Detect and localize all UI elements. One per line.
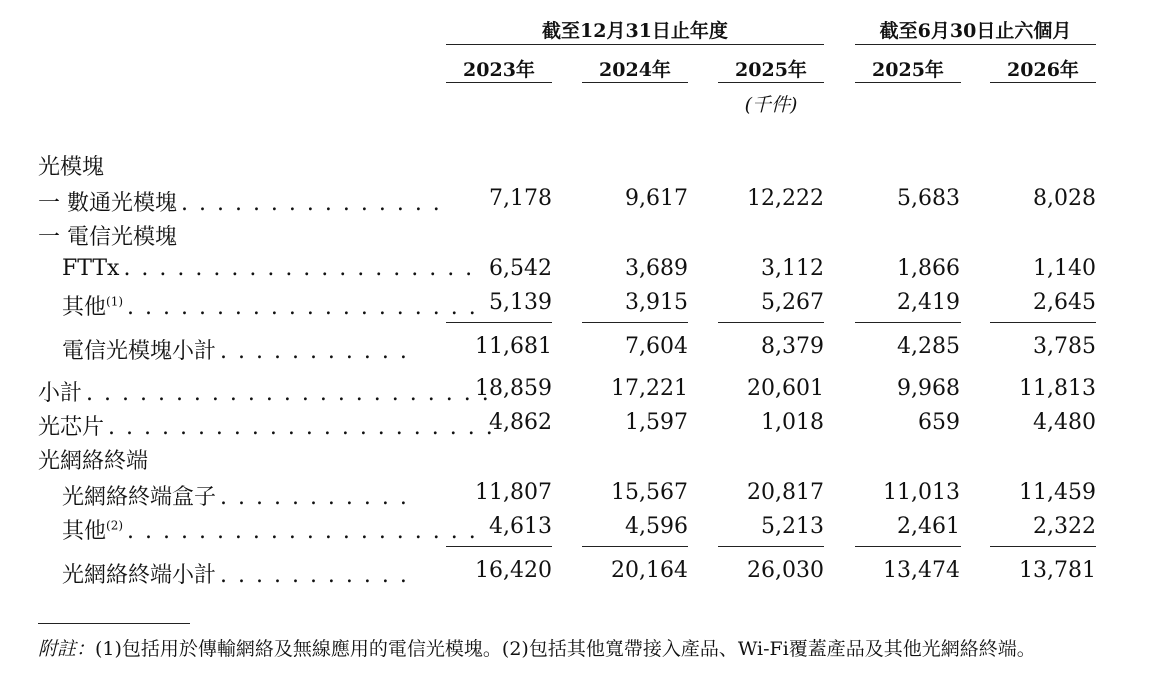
table-cell-value: 12,222: [747, 186, 824, 211]
column-rule: [582, 82, 688, 83]
table-cell-value: 6,542: [489, 256, 552, 281]
table-cell-value: 5,267: [761, 290, 824, 315]
footnote-marker: (1): [106, 294, 124, 309]
header-group-year: 截至12月31日止年度: [542, 20, 728, 42]
table-cell-value: 4,596: [625, 514, 688, 539]
leader-dots: . . . . . . . . . . . . . . .: [181, 191, 442, 216]
table-cell-value: 17,221: [611, 376, 688, 401]
table-cell-value: 1,018: [761, 410, 824, 435]
subtotal-rule: [855, 546, 961, 547]
footnote-rule: [38, 623, 190, 624]
table-cell-value: 1,866: [897, 256, 960, 281]
table-cell-value: 11,807: [475, 480, 552, 505]
leader-dots: . . . . . . . . . . .: [220, 563, 409, 588]
column-header: 2025年: [735, 59, 807, 81]
subtotal-rule: [446, 322, 552, 323]
table-cell-value: 20,164: [611, 558, 688, 583]
leader-dots: . . . . . . . . . . .: [220, 339, 409, 364]
table-cell-value: 2,322: [1033, 514, 1096, 539]
table-cell-value: 15,567: [611, 480, 688, 505]
column-header: 2026年: [1007, 59, 1079, 81]
subtotal-rule: [582, 322, 688, 323]
column-rule: [718, 82, 824, 83]
leader-dots: . . . . . . . . . . . . . . . . . . . . . .: [108, 415, 495, 440]
table-cell-value: 4,285: [897, 334, 960, 359]
row-label-text: 一 數通光模塊: [38, 191, 177, 216]
column-header: 2023年: [463, 59, 535, 81]
row-label-text: 光模塊: [38, 155, 105, 180]
table-cell-value: 659: [918, 410, 960, 435]
table-cell-value: 1,597: [625, 410, 688, 435]
table-cell-value: 1,140: [1033, 256, 1096, 281]
leader-dots: . . . . . . . . . . . . . . . . . . . . . . .: [86, 381, 491, 406]
column-rule: [855, 82, 961, 83]
table-cell-value: 2,645: [1033, 290, 1096, 315]
subtotal-rule: [855, 322, 961, 323]
table-cell-value: 20,817: [747, 480, 824, 505]
subtotal-rule: [582, 546, 688, 547]
table-cell-value: 3,915: [625, 290, 688, 315]
header-group-half-rule: [855, 44, 1096, 45]
subtotal-rule: [718, 322, 824, 323]
table-cell-value: 3,785: [1033, 334, 1096, 359]
table-cell-value: 8,028: [1033, 186, 1096, 211]
table-cell-value: 13,474: [883, 558, 960, 583]
row-label-text: 光網絡終端盒子: [62, 485, 217, 510]
leader-dots: . . . . . . . . . . . . . . . . . . . .: [123, 256, 475, 281]
table-cell-value: 5,139: [489, 290, 552, 315]
row-label: [38, 444, 410, 475]
row-label-text: 小計: [38, 381, 83, 406]
table-cell-value: 11,681: [475, 334, 552, 359]
row-label-text: 電信光模塊小計: [62, 339, 217, 364]
table-cell-value: 9,617: [625, 186, 688, 211]
table-cell-value: 2,419: [897, 290, 960, 315]
subtotal-rule: [990, 322, 1096, 323]
row-label: [38, 186, 442, 217]
footnote-marker: (2): [106, 518, 124, 533]
row-label-text: 光網絡終端: [38, 449, 149, 474]
row-label: [38, 480, 410, 511]
subtotal-rule: [990, 546, 1096, 547]
unit-label: (千件): [744, 94, 798, 116]
row-label: [38, 290, 478, 321]
table-cell-value: 11,813: [1019, 376, 1096, 401]
table-cell-value: 4,613: [489, 514, 552, 539]
column-rule: [446, 82, 552, 83]
leader-dots: . . . . . . . . . . . . . . . . . . . .: [127, 295, 478, 320]
header-group-year-rule: [446, 44, 824, 45]
row-label: [38, 150, 410, 181]
table-cell-value: 3,112: [761, 256, 824, 281]
footnote: [38, 634, 1118, 664]
table-cell-value: 9,968: [897, 376, 960, 401]
row-label: [38, 376, 491, 407]
row-label-text: 光芯片: [38, 415, 105, 440]
table-cell-value: 7,178: [489, 186, 552, 211]
subtotal-rule: [718, 546, 824, 547]
leader-dots: . . . . . . . . . . . . . . . . . . . .: [127, 519, 478, 544]
table-cell-value: 5,213: [761, 514, 824, 539]
row-label: [38, 558, 410, 589]
leader-dots: . . . . . . . . . . .: [220, 485, 409, 510]
row-label-text: FTTx: [62, 256, 120, 281]
column-header: 2024年: [599, 59, 671, 81]
table-cell-value: 26,030: [747, 558, 824, 583]
column-rule: [990, 82, 1096, 83]
row-label: [38, 410, 495, 441]
row-label-text: 光網絡終端小計: [62, 563, 217, 588]
subtotal-rule: [446, 546, 552, 547]
table-cell-value: 18,859: [475, 376, 552, 401]
table-cell-value: 11,013: [883, 480, 960, 505]
table-cell-value: 8,379: [761, 334, 824, 359]
table-cell-value: 2,461: [897, 514, 960, 539]
table-cell-value: 3,689: [625, 256, 688, 281]
row-label: [38, 334, 410, 365]
row-label: [38, 514, 478, 545]
table-cell-value: 16,420: [475, 558, 552, 583]
row-label-text: 其他: [62, 519, 107, 544]
table-cell-value: 7,604: [625, 334, 688, 359]
table-cell-value: 20,601: [747, 376, 824, 401]
row-label-text: 一 電信光模塊: [38, 225, 177, 250]
table-cell-value: 4,862: [489, 410, 552, 435]
table-cell-value: 4,480: [1033, 410, 1096, 435]
table-cell-value: 11,459: [1019, 480, 1096, 505]
row-label-text: 其他: [62, 295, 107, 320]
column-header: 2025年: [872, 59, 944, 81]
footnote-prefix: 附註：: [38, 638, 96, 660]
row-label: [38, 220, 410, 251]
table-cell-value: 5,683: [897, 186, 960, 211]
header-group-half: 截至6月30日止六個月: [879, 20, 1072, 42]
table-cell-value: 13,781: [1019, 558, 1096, 583]
footnote-text: (1)包括用於傳輸網絡及無線應用的電信光模塊。(2)包括其他寬帶接入產品、Wi-Fi覆蓋產品及其他光網絡終端。: [95, 638, 1036, 660]
row-label: [38, 256, 475, 281]
